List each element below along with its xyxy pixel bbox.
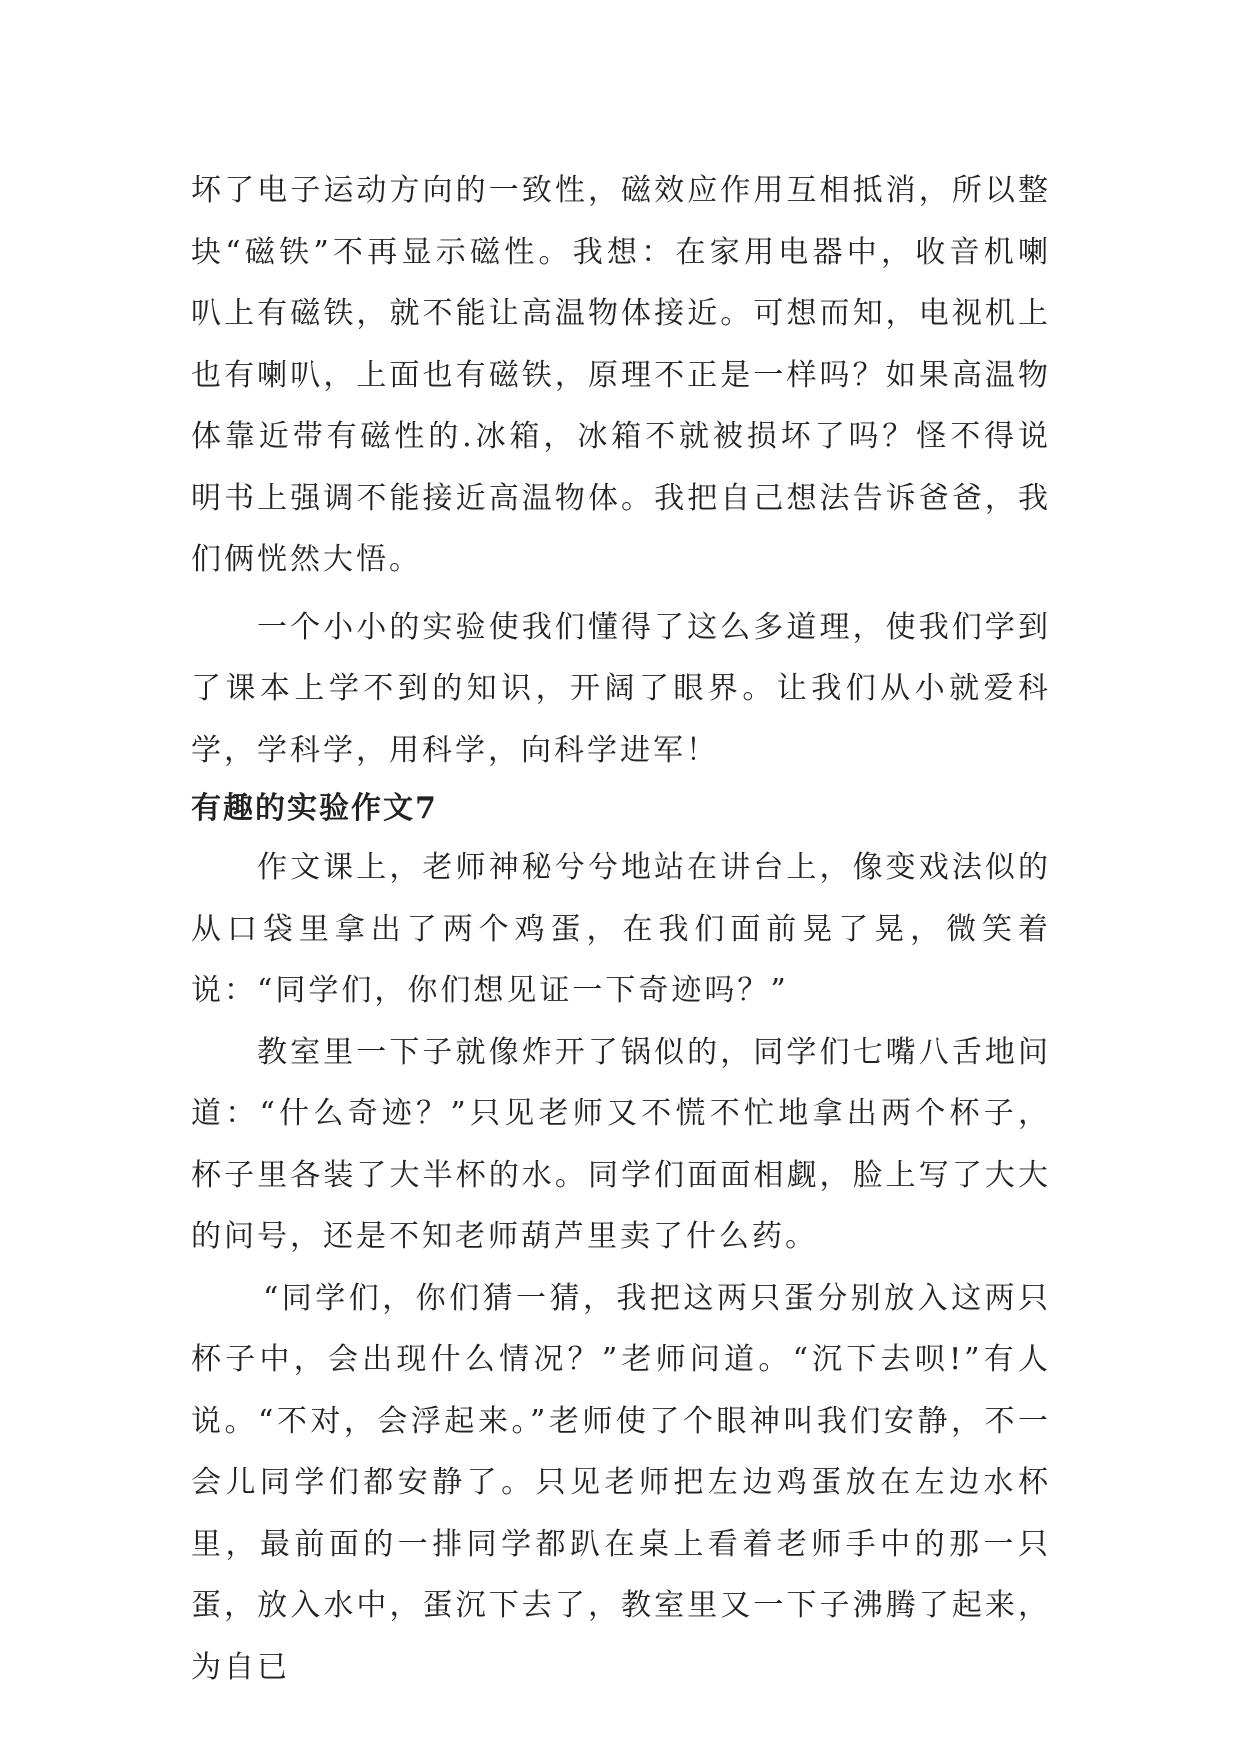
document-page [191, 160, 1051, 1698]
paragraph-classroom: 教室里一下子就像炸开了锅似的，同学们七嘴八舌地问道：“什么奇迹？”只见老师又不慌不忙地拿出两个杯子，杯子里各装了大半杯的水。同学们面面相觑，脸上写了大大的问号，还是不知老师葫芦里卖了什么药。 [191, 1034, 1051, 1254]
paragraph-intro: 作文课上，老师神秘兮兮地站在讲台上，像变戏法似的从口袋里拿出了两个鸡蛋，在我们面前晃了晃，微笑着说：“同学们，你们想见证一下奇迹吗？” [191, 850, 1051, 1008]
paragraph-conclusion: 一个小小的实验使我们懂得了这么多道理，使我们学到了课本上学不到的知识，开阔了眼界。让我们从小就爱科学，学科学，用科学，向科学进军！ [191, 609, 1051, 768]
section-heading: 有趣的实验作文7 [191, 791, 438, 826]
paragraph-experiment: “同学们，你们猜一猜，我把这两只蛋分别放入这两只杯子中，会出现什么情况？”老师问道。“沉下去呗!”有人说。“不对，会浮起来。”老师使了个眼神叫我们安静，不一会儿同学们都安静了。只见老师把左边鸡蛋放在左边水杯里，最前面的一排同学都趴在桌上看着老师手中的那一只蛋，放入水中，蛋沉下去了，教室里又一下子沸腾了起来，为自已 [191, 1280, 1051, 1685]
paragraph-continued: 坏了电子运动方向的一致性，磁效应作用互相抵消，所以整块“磁铁”不再显示磁性。我想：在家用电器中，收音机喇叭上有磁铁，就不能让高温物体接近。可想而知，电视机上也有喇叭，上面也有磁铁，原理不正是一样吗？如果高温物体靠近带有磁性的.冰箱，冰箱不就被损坏了吗？怪不得说明书上强调不能接近高温物体。我把自己想法告诉爸爸，我们俩恍然大悟。 [191, 173, 1051, 577]
